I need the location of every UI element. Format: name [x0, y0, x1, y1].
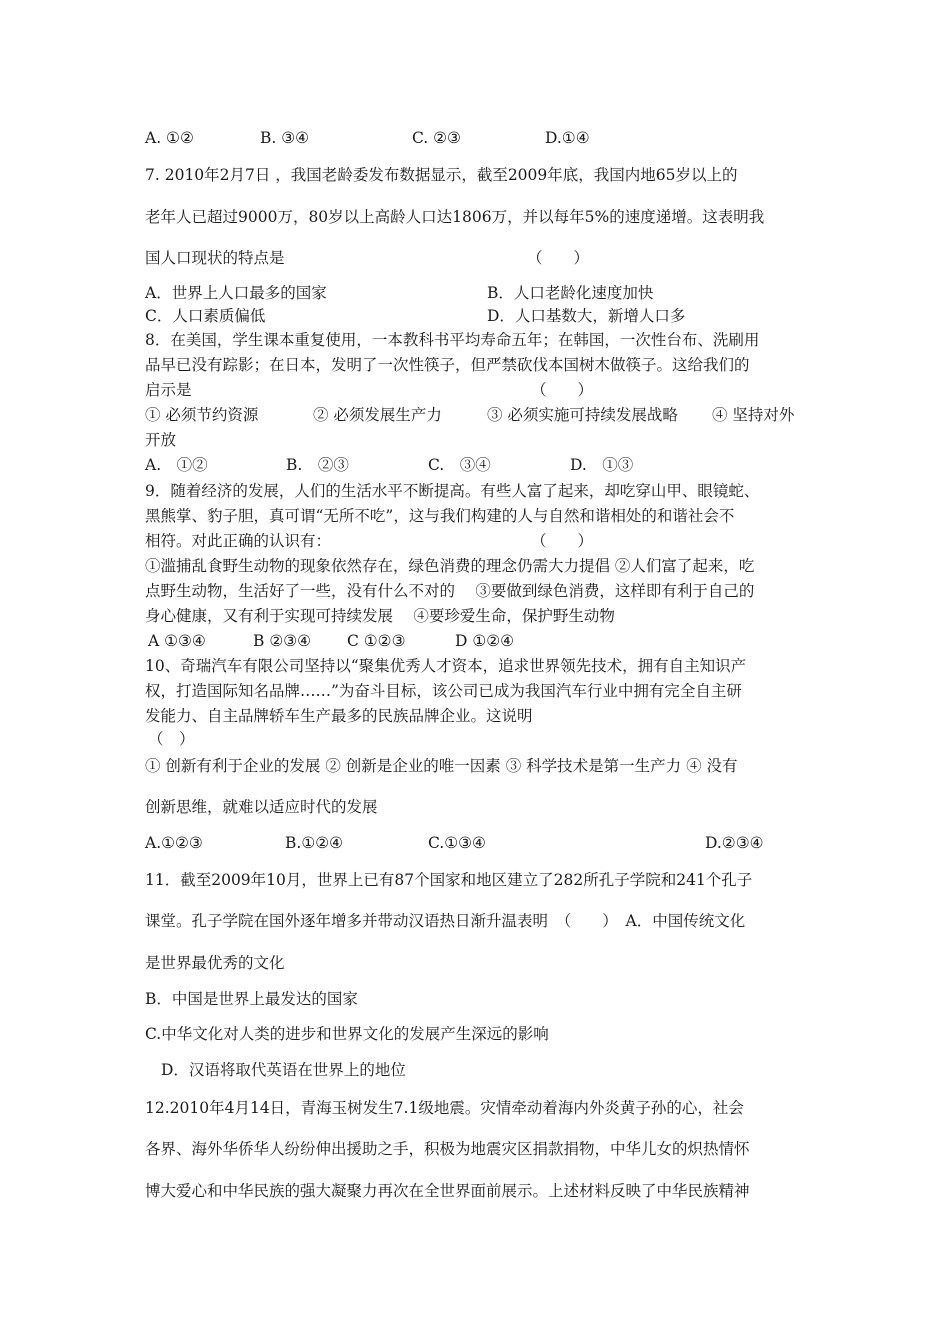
q10-option-a: A.①②③	[145, 834, 203, 852]
q9-statement-line-3: 身心健康，又有利于实现可持续发展 ④要珍爱生命，保护野生动物	[145, 607, 615, 625]
q9-line-1: 9．随着经济的发展，人们的生活水平不断提高。有些人富了起来，却吃穿山甲、眼镜蛇、	[145, 482, 760, 500]
q8-statement-4: ④ 坚持对外	[712, 406, 795, 424]
q8-answer-paren: （ ）	[531, 381, 594, 399]
q12-line-2: 各界、海外华侨华人纷纷伸出援助之手，积极为地震灾区捐款捐物，中华儿女的炽热情怀	[145, 1140, 750, 1158]
q11-line-3: 是世界最优秀的文化	[145, 954, 285, 972]
q8-line-2: 品早已没有踪影；在日本，发明了一次性筷子，但严禁砍伐本国树木做筷子。这给我们的	[145, 356, 750, 374]
q9-option-b: B ②③④	[253, 632, 312, 650]
q8-line-1: 8．在美国，学生课本重复使用，一本教科书平均寿命五年；在韩国，一次性台布、洗刷用	[145, 331, 760, 349]
q8-line-3: 启示是	[145, 381, 192, 399]
q8-statement-2: ② 必须发展生产力	[313, 406, 442, 424]
q9-answer-paren: （ ）	[531, 532, 594, 550]
q7-option-d: D．人口基数大，新增人口多	[487, 307, 686, 325]
q11-line-1: 11．截至2009年10月，世界上已有87个国家和地区建立了282所孔子学院和241个孔子	[145, 871, 753, 889]
q9-option-c: C ①②③	[347, 632, 406, 650]
q6-option-c: C. ②③	[412, 129, 461, 147]
q9-statement-line-2: 点野生动物，生活好了一些，没有什么不对的 ③要做到绿色消费，这样即有利于自己的	[145, 582, 755, 600]
q10-statement-line-2: 创新思维，就难以适应时代的发展	[145, 798, 378, 816]
q11-option-d: D．汉语将取代英语在世界上的地位	[161, 1061, 406, 1079]
q7-line-3: 国人口现状的特点是	[145, 249, 285, 267]
q6-option-a: A. ①②	[145, 129, 194, 147]
q10-option-d: D.②③④	[705, 834, 764, 852]
q7-option-b: B．人口老龄化速度加快	[487, 284, 654, 302]
q9-statement-line-1: ①滥捕乱食野生动物的现象依然存在，绿色消费的理念仍需大力提倡 ②人们富了起来，吃	[145, 557, 755, 575]
q9-line-2: 黑熊掌、豹子胆，真可谓“无所不吃”，这与我们构建的人与自然和谐相处的和谐社会不	[145, 507, 735, 525]
q7-option-c: C．人口素质偏低	[145, 307, 266, 325]
q9-line-3: 相符。对此正确的认识有：	[145, 532, 332, 550]
q11-option-b: B．中国是世界上最发达的国家	[145, 990, 358, 1008]
q9-option-d: D ①②④	[455, 632, 515, 650]
q8-option-b: B. ②③	[286, 456, 349, 474]
q10-line-1: 10、奇瑞汽车有限公司坚持以“聚集优秀人才资本，追求世界领先技术，拥有自主知识产	[145, 657, 747, 675]
q11-line-2: 课堂。孔子学院在国外逐年增多并带动汉语热日渐升温表明 （ ） A．中国传统文化	[145, 912, 746, 930]
q7-line-1: 7. 2010年2月7日 ，我国老龄委发布数据显示，截至2009年底，我国内地65岁以上的	[145, 166, 738, 184]
q10-answer-paren: （ ）	[148, 730, 195, 748]
q8-statement-1: ① 必须节约资源	[145, 406, 259, 424]
q10-option-b: B.①②④	[285, 834, 344, 852]
q7-answer-paren: （ ）	[527, 249, 590, 267]
q7-option-a: A．世界上人口最多的国家	[145, 284, 327, 302]
q6-option-d: D.①④	[545, 129, 590, 147]
q7-line-2: 老年人已超过9000万，80岁以上高龄人口达1806万，并以每年5%的速度递增。这表明我	[145, 208, 765, 226]
q8-option-a: A. ①②	[145, 456, 208, 474]
q12-line-3: 博大爱心和中华民族的强大凝聚力再次在全世界面前展示。上述材料反映了中华民族精神	[145, 1182, 750, 1200]
q10-statement-line-1: ① 创新有利于企业的发展 ② 创新是企业的唯一因素 ③ 科学技术是第一生产力 ④ 没有	[145, 757, 738, 775]
q8-statement-tail: 开放	[145, 431, 177, 449]
q6-option-b: B. ③④	[260, 129, 310, 147]
q10-line-2: 权，打造国际知名品牌……”为奋斗目标，该公司已成为我国汽车行业中拥有完全自主研	[145, 682, 742, 700]
q12-line-1: 12.2010年4月14日，青海玉树发生7.1级地震。灾情牵动着海内外炎黄子孙的心，社会	[145, 1099, 744, 1117]
q10-line-3: 发能力、自主品牌轿车生产最多的民族品牌企业。这说明	[145, 707, 533, 725]
q10-option-c: C.①③④	[428, 834, 486, 852]
q8-statement-3: ③ 必须实施可持续发展战略	[487, 406, 678, 424]
q8-option-d: D. ①③	[570, 456, 634, 474]
q8-option-c: C. ③④	[428, 456, 491, 474]
q11-option-c: C.中华文化对人类的进步和世界文化的发展产生深远的影响	[145, 1025, 549, 1043]
q9-option-a: A ①③④	[148, 632, 206, 650]
